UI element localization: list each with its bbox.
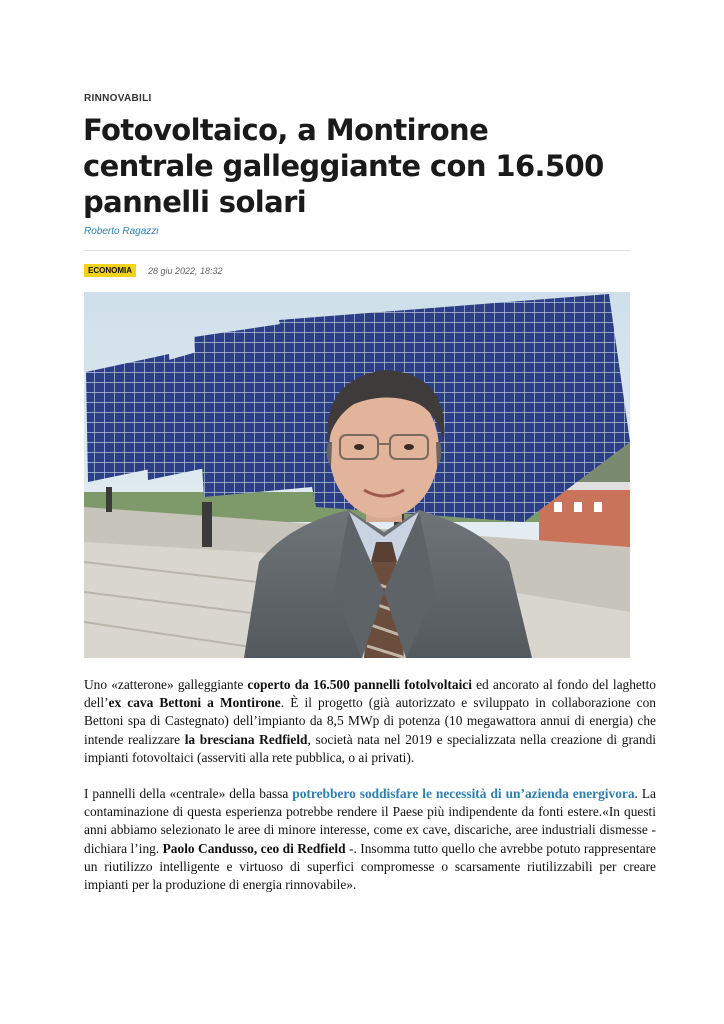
article-link[interactable]: potrebbero soddisfare le necessità di un’azienda energivora [292,786,635,802]
text-segment: I pannelli della «centrale» della bassa [84,786,293,802]
text-segment: Uno «zatterone» galleggiante [84,677,248,692]
bold-text: ex cava Bettoni a Montirone [108,695,281,711]
article-meta [84,264,223,277]
bold-text: coperto da 16.500 pannelli fotolvoltaici [247,677,472,692]
text-segment: -. Insomma tutto quello che avrebbe potuto rappresentare un riutilizzo intelligente e virtuoso di superfici compromesse o scarsamente riutilizzabili per creare impianti per la produzione di energia rinnovabile». [84,840,656,893]
text-segment: ed ancorato al fondo del laghetto dell’ [84,677,657,711]
bold-text: Paolo Candusso, ceo di Redfield [162,840,346,856]
divider [84,250,630,251]
text-segment: . È il progetto (già autorizzato e sviluppato in collaborazione con Bettoni spa di Castegnato) dell’impianto da 8,5 MWp di potenza (10 megawattora annui di energia) che intende realizzare [84,695,656,747]
author-name[interactable]: Roberto Ragazzi [84,226,159,237]
publish-date: 28 giu 2022, 18:32 [148,265,223,276]
paragraph-2 [84,785,656,894]
category-label[interactable]: RINNOVABILI [84,93,152,104]
text-segment: . La contaminazione di questa esperienza potrebbe rendere il Paese più indipendente da fonti estere.«In questi anni abbiamo selezionato le aree di minore interesse, come ex cave, discariche, aree industriali dismesse - dichiara l’ing. [84,786,656,856]
bold-text: la bresciana Redfield [184,731,308,747]
article-photo [84,292,630,658]
paragraph-1 [84,676,656,767]
section-badge[interactable]: ECONOMIA [84,264,136,277]
text-segment: , società nata nel 2019 e specializzata nella creazione di grandi impianti fotovoltaici (asserviti alla rete pubblica, o ai privati). [84,731,656,765]
article-body [84,676,656,894]
article-title: Fotovoltaico, a Montirone centrale galleggiante con 16.500 pannelli solari [83,113,604,219]
